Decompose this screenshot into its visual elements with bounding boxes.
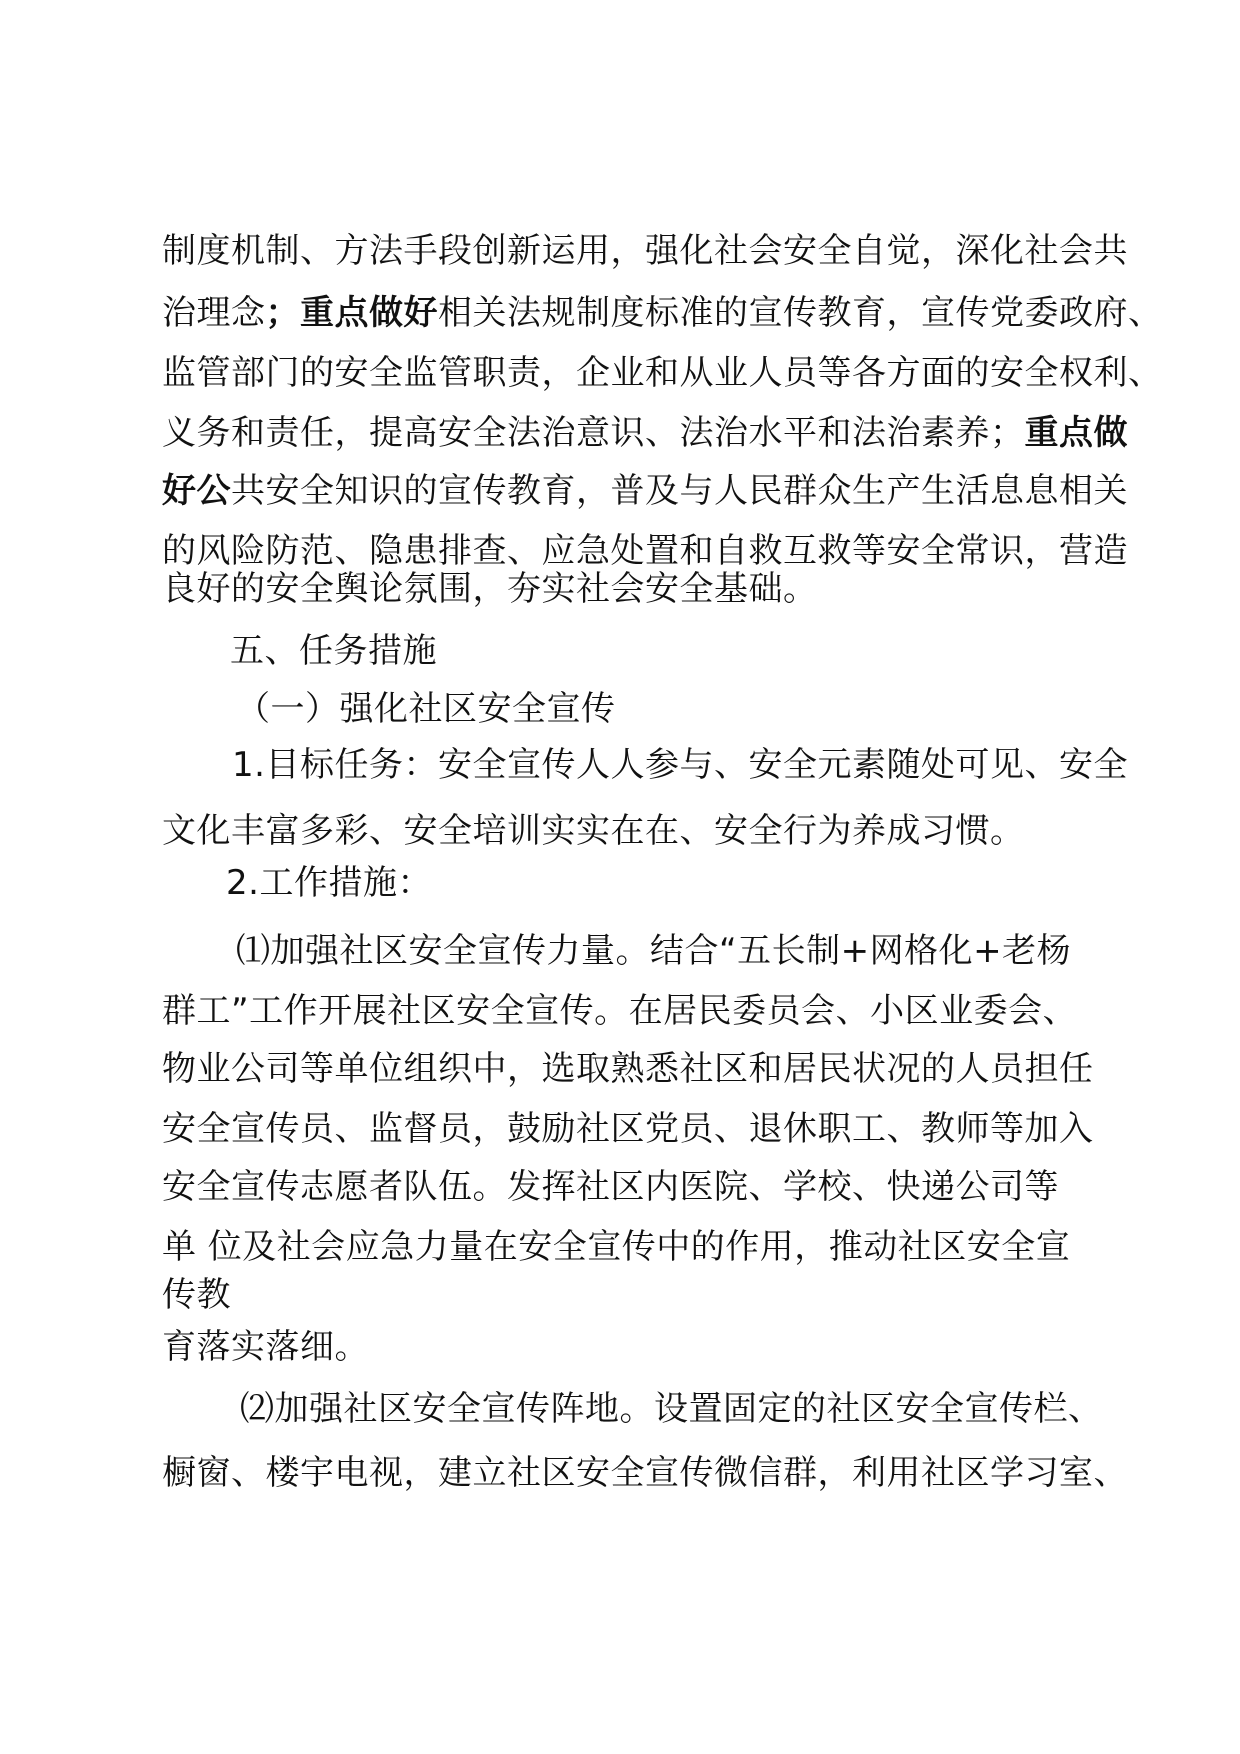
- text-run: 义务和责任，提高安全法治意识、法治水平和法治素养；: [162, 413, 1025, 453]
- section-heading: [230, 628, 437, 674]
- text-run: 制度机制、方法手段创新运用，强化社会安全自觉，深化社会共: [162, 231, 1128, 271]
- bold-text-run: 重点做: [1024, 413, 1128, 453]
- paragraph-line: [162, 808, 1025, 854]
- text-run: 相关法规制度标准的宣传教育，宣传党委政府、: [438, 293, 1163, 333]
- paragraph-line: [162, 350, 1163, 396]
- paragraph-line: [162, 1046, 1094, 1092]
- text-run: 物业公司等单位组织中，选取熟悉社区和居民状况的人员担任: [162, 1049, 1094, 1089]
- paragraph-line: [162, 1324, 369, 1370]
- paragraph-line: [162, 1450, 1128, 1496]
- text-run: ⑵加强社区安全宣传阵地。设置固定的社区安全宣传栏、: [240, 1389, 1103, 1429]
- text-run: 2.工作措施：: [226, 863, 432, 903]
- paragraph-line: [162, 988, 1077, 1034]
- paragraph-line: [162, 1224, 1070, 1270]
- heading-text: 五、任务措施: [230, 631, 437, 671]
- text-run: 监管部门的安全监管职责，企业和从业人员等各方面的安全权利、: [162, 353, 1163, 393]
- text-run: 群工”工作开展社区安全宣传。在居民委员会、小区业委会、: [162, 991, 1078, 1031]
- text-run: 安全宣传员、监督员，鼓励社区党员、退休职工、教师等加入: [162, 1109, 1094, 1149]
- text-run: 1.目标任务：安全宣传人人参与、安全元素随处可见、安全: [232, 745, 1128, 785]
- text-run: 良好的安全舆论氛围，夯实社会安全基础。: [162, 569, 818, 609]
- paragraph-line: [162, 468, 1128, 514]
- text-run: 文化丰富多彩、安全培训实实在在、安全行为养成习惯。: [162, 811, 1025, 851]
- paragraph-line: [162, 1272, 231, 1318]
- heading-text: （一）强化社区安全宣传: [236, 689, 616, 729]
- bold-text-run: 好公: [162, 471, 231, 511]
- text-run: ⑴加强社区安全宣传力量。结合“五长制+网格化+老杨: [236, 931, 1072, 971]
- paragraph-line: [232, 742, 1128, 788]
- bold-text-run: ；重点做好: [265, 293, 438, 333]
- text-run: 安全宣传志愿者队伍。发挥社区内医院、学校、快递公司等: [162, 1167, 1059, 1207]
- text-run: 橱窗、楼宇电视，建立社区安全宣传微信群，利用社区学习室、: [162, 1453, 1128, 1493]
- paragraph-line: [226, 860, 432, 906]
- paragraph-line: [162, 410, 1128, 456]
- text-run: 传教: [162, 1275, 231, 1315]
- paragraph-line: [162, 566, 818, 612]
- text-run: 育落实落细。: [162, 1327, 369, 1367]
- paragraph-line: [162, 1106, 1094, 1152]
- paragraph-line: [240, 1386, 1103, 1432]
- text-run: 治理念: [162, 293, 266, 333]
- subsection-heading: [236, 686, 616, 732]
- paragraph-line: [162, 1164, 1059, 1210]
- text-run: 的风险防范、隐患排查、应急处置和自救互救等安全常识，营造: [162, 531, 1128, 571]
- paragraph-line: [236, 928, 1071, 974]
- paragraph-line: [162, 228, 1128, 274]
- paragraph-line: [162, 290, 1163, 336]
- text-run: 共安全知识的宣传教育，普及与人民群众生产生活息息相关: [231, 471, 1128, 511]
- text-run: 单 位及社会应急力量在安全宣传中的作用，推动社区安全宣: [162, 1227, 1071, 1267]
